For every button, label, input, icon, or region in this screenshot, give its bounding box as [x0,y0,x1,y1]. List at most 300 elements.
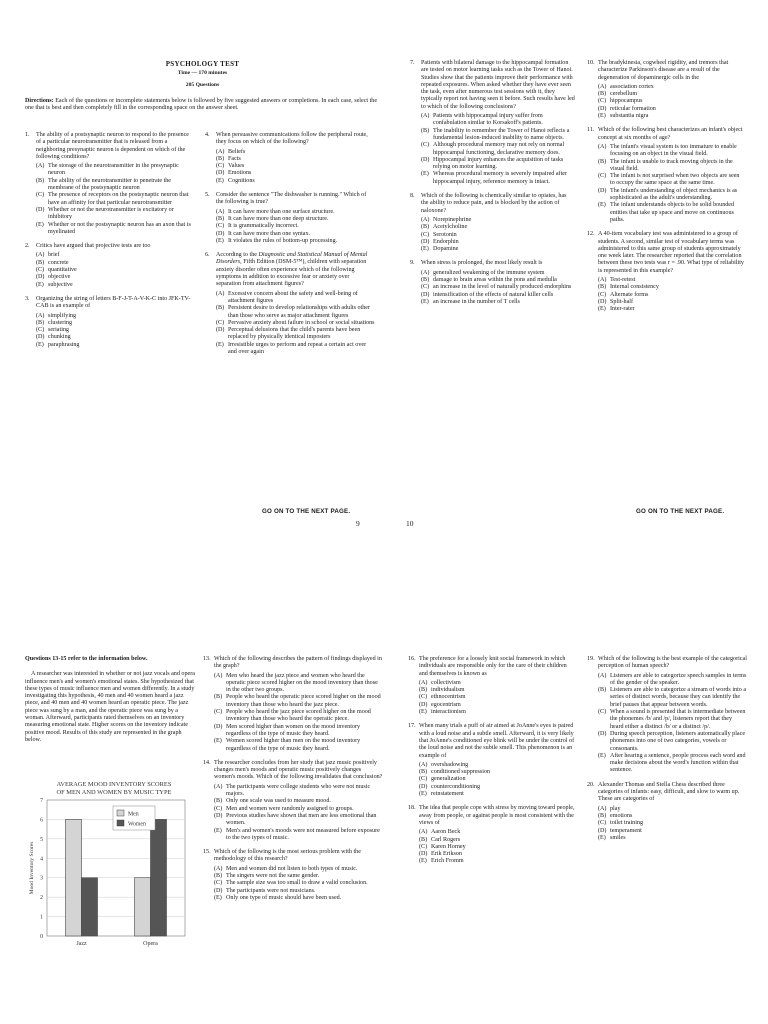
question-header [410,193,575,215]
question-stem: Organizing the string of letters B-F-J-T-A-V-K-C into JFK-TV-CAB is an example of [36,295,191,310]
answer-letter: (C) [598,173,607,180]
answer-options [214,673,383,753]
answer-letter: (B) [419,687,428,694]
question-stem [216,252,375,288]
question-header [25,132,193,161]
answer-letter: (B) [216,305,225,312]
answer-text: smiles [610,834,626,841]
answer-options [36,313,193,349]
answer-option [421,217,575,224]
column-8 [587,656,747,849]
answer-letter: (C) [598,709,607,716]
question-header [203,760,383,782]
answer-option [598,306,745,313]
answer-text: emotions [610,812,633,819]
legend-label-men: Men [128,811,139,818]
answer-text: Men's and women's moods were not measured before exposure to the two types of music. [226,827,380,841]
question-stem: Which of the following is the best example of the categorical perception of human speech? [598,656,747,670]
question-number: 10. [587,60,595,66]
question-header [587,782,747,804]
question-header [205,192,375,207]
answer-option [419,829,576,836]
answer-text: The participants were not musicians. [226,887,316,894]
answer-letter: (B) [214,798,223,805]
answer-option [598,709,747,731]
answer-letter: (D) [36,206,45,213]
directions-text: Each of the questions or incomplete statements below is followed by five suggested answers or completions. In each case, select the one that is best and then completely fill in the corresponding space on the answer sheet. [25,98,378,112]
answer-option [36,313,193,320]
answer-text: Men and women did not listen to both types of music. [226,865,358,872]
answer-text: Persistent desire to develop relationships with adults other than those who serve as major attachment figures [228,305,370,319]
answer-letter: (B) [36,259,45,266]
answer-option [421,128,575,143]
question-stem: The bradykinesia, cogwheel rigidity, and tremors that characterize Parkinson's disease are a result of the degeneration of dopaminergic cells in the [598,60,729,81]
test-time: Time — 170 minutes [177,70,228,76]
answer-option [419,694,576,701]
answer-text: Women scored higher than men on the mood inventory regardless of the type of music they heard. [226,738,361,752]
question-header [205,132,375,147]
answer-text: Emotions [228,170,252,177]
question-18 [408,805,576,865]
answer-text: Patients with hippocampal injury suffer from confabulation similar to Korsakoff's patients. [433,113,543,127]
answer-letter: (B) [598,91,607,98]
question-stem: Alexander Thomas and Stella Chess described three categories of infants: easy, difficult, and slow to warm up. These are categories of [598,781,740,803]
answer-option [214,709,383,724]
answer-option [598,284,745,291]
answer-text: Alternate forms [610,291,649,298]
answer-text: Dopamine [433,246,459,253]
answer-text: Irresistible urges to perform and repeat a certain act over and over again [228,341,367,356]
y-tick-label: 6 [40,817,43,824]
answer-option [598,813,747,820]
answer-option [216,149,375,156]
question-14 [203,760,383,842]
answer-text: association cortex [610,83,654,90]
answer-option [214,895,383,902]
answer-text: People who heard the jazz piece scored higher on the mood inventory than those who heard the operatic piece. [226,709,371,723]
answer-text: Whether or not the neurotransmitter is excitatory or inhibitory [48,206,174,221]
answer-options [216,291,375,357]
answer-option [216,209,375,216]
answer-option [36,252,193,259]
answer-option [421,171,575,186]
answer-option [419,776,576,783]
answer-option [214,888,383,895]
answer-letter: (C) [419,776,428,783]
bar-opera-men [135,878,151,936]
answer-letter: (A) [36,252,45,259]
question-4 [205,132,375,185]
answer-letter: (A) [36,163,45,170]
answer-option [214,784,383,799]
question-number: 18. [408,805,416,812]
answer-text: individualism [431,687,465,694]
answer-option [216,327,375,342]
answer-letter: (E) [421,246,429,253]
question-set-intro [25,656,197,744]
go-on-right: GO ON TO THE NEXT PAGE. [636,508,725,515]
answer-text: The infant is unable to track moving objects in the visual field. [610,158,733,172]
answer-text: People who heard the operatic piece scored higher on the mood inventory than those who heard the jazz piece. [226,694,381,708]
y-tick-label: 5 [40,836,43,843]
answer-option [419,702,576,709]
answer-letter: (B) [216,215,225,222]
question-stem: Which of the following is chemically similar to opiates, has the ability to reduce pain, and is blocked by the action of naloxone? [421,193,567,214]
question-number: 11. [587,127,595,134]
legend-swatch-women [117,820,124,826]
answer-option [36,192,193,207]
answer-text: Perceptual delusions that the child's parents have been replaced by physically identical imposters [228,327,361,341]
answer-letter: (A) [214,783,223,790]
answer-letter: (B) [421,127,430,134]
column-4 [587,60,745,321]
answer-letter: (D) [598,730,607,737]
answer-options [598,277,745,313]
answer-option [598,753,747,775]
answer-letter: (D) [214,812,223,819]
question-13 [203,656,383,753]
answer-options [216,209,375,245]
directions [25,98,380,113]
answer-option [419,709,576,716]
answer-text: Carl Rogers [431,836,461,843]
question-15 [203,849,383,902]
question-3 [25,296,193,349]
answer-option [419,858,576,865]
answer-option [36,320,193,327]
answer-letter: (C) [36,192,45,199]
answer-option [421,232,575,239]
question-number: 6. [205,252,210,259]
answer-letter: (E) [216,341,224,348]
question-number: 1. [25,132,30,138]
answer-option [214,866,383,873]
answer-text: simplifying [48,312,77,319]
question-stem: Consider the sentence "The dishwasher is running." Which of the following is true? [216,192,367,206]
answer-option [216,223,375,230]
answer-text: It is grammatically incorrect. [228,223,299,230]
answer-options [214,784,383,842]
question-9 [410,260,575,306]
answer-option [419,680,576,687]
question-header [410,60,575,111]
answer-text: The infant understands objects to be solid bounded entities that take up space and move on continuous paths. [610,202,735,223]
answer-letter: (A) [598,277,607,284]
answer-option [421,113,575,128]
question-count: 205 Questions [185,82,220,88]
answer-text: Men who heard the jazz piece and women who heard the operatic piece scored higher on the mood inventory than those in the other two groups. [226,672,378,694]
answer-options [598,144,745,224]
y-tick-label: 7 [40,798,43,804]
answer-text: collectivism [431,679,461,686]
answer-option [598,277,745,284]
go-on-left: GO ON TO THE NEXT PAGE. [262,508,351,515]
answer-option [419,844,576,851]
answer-text: The infant's visual system is too immature to enable focusing on an object in the visual field. [610,143,737,158]
answer-letter: (A) [36,312,45,319]
answer-letter: (C) [421,231,430,238]
question-number: 12. [587,231,595,238]
answer-letter: (E) [598,113,606,120]
question-number: 9. [410,260,415,267]
answer-text: Listeners are able to categorize speech samples in terms of the gender of the speaker. [610,672,747,686]
answer-letter: (E) [419,791,427,798]
answer-letter: (C) [214,709,223,716]
answer-text: play [610,805,621,812]
directions-label: Directions: [25,98,54,104]
bar-jazz-men [66,819,82,936]
answer-option [36,222,193,237]
answer-letter: (B) [598,158,607,165]
answer-letter: (E) [421,171,429,178]
answer-option [598,806,747,813]
answer-text: Hippocampal injury enhances the acquisition of tasks relying on motor learning. [433,156,564,171]
answer-options [216,149,375,185]
answer-option [216,163,375,170]
answer-letter: (A) [421,216,430,223]
question-7 [410,60,575,186]
answer-letter: (B) [421,224,430,231]
answer-option [598,292,745,299]
answer-letter: (D) [421,238,430,245]
answer-text: ethnocentrism [431,694,466,701]
answer-option [421,239,575,246]
answer-option [216,170,375,177]
answer-option [419,784,576,791]
answer-option [216,178,375,185]
y-tick-label: 2 [40,895,43,902]
answer-option [598,731,747,753]
answer-letter: (C) [214,880,223,887]
question-stem: Which of the following describes the pattern of findings displayed in the graph? [214,656,382,670]
mood-inventory-chart [25,778,195,953]
answer-text: Excessive concern about the safety and well-being of attachment figures [228,290,358,304]
answer-letter: (C) [419,843,428,850]
answer-text: Only one scale was used to measure mood. [226,798,331,805]
answer-option [598,687,747,709]
answer-option [214,873,383,880]
answer-letter: (C) [36,267,45,274]
column-1 [25,132,193,356]
answer-text: cerebellum [610,91,638,98]
question-number: 7. [410,60,415,66]
question-5 [205,192,375,245]
answer-letter: (C) [598,820,607,827]
answer-options [214,866,383,902]
question-20 [587,782,747,842]
answer-letter: (B) [214,873,223,880]
answer-option [421,270,575,277]
answer-option [36,178,193,193]
answer-letter: (A) [419,679,428,686]
answer-option [598,820,747,827]
question-stem: Critics have argued that projective tests are too [36,243,151,250]
answer-options [419,762,576,798]
answer-option [419,769,576,776]
question-header [587,231,745,275]
answer-option [598,188,745,203]
column-7 [408,656,576,873]
answer-option [421,224,575,231]
answer-option [214,738,383,753]
answer-option [36,327,193,334]
answer-text: Norepinephrine [433,216,472,223]
answer-text: The sample size was too small to draw a valid conclusion. [226,880,368,887]
answer-text: Erik Erikson [431,851,462,858]
answer-option [214,828,383,843]
answer-letter: (A) [598,83,607,90]
answer-letter: (E) [598,834,606,841]
answer-text: Erich Fromm [431,858,464,865]
question-header [587,60,745,82]
answer-text: generalization [431,776,466,783]
answer-letter: (A) [598,672,607,679]
column-6 [203,656,383,909]
answer-text: When a sound is presented that is intermediate between the phonemes /b/ and /p/, listeners report that they heard either a distinct /b/ or a distinct /p/. [610,709,746,730]
answer-option [598,91,745,98]
answer-option [214,880,383,887]
answer-text: reinstatement [431,791,464,798]
question-header [587,656,747,671]
answer-options [419,680,576,716]
question-header [408,723,576,759]
question-stem: When persuasive communications follow the peripheral route, they focus on which of the following? [216,132,368,146]
answer-letter: (C) [216,223,225,230]
answer-option [36,274,193,281]
x-tick-label: Opera [143,941,158,947]
answer-text: It violates the rules of bottom-up processing. [228,237,338,244]
answer-option [216,156,375,163]
answer-letter: (D) [216,230,225,237]
column-2 [205,132,375,363]
answer-letter: (E) [419,858,427,865]
question-header [587,127,745,142]
answer-option [36,282,193,289]
manual-title: Diagnostic and Statistical Manual of Mental Disorders, [216,252,368,266]
answer-option [419,687,576,694]
question-stem: Which of the following best characterizes an infant's object concept at six months of age? [598,127,743,141]
answer-text: paraphrasing [48,341,80,348]
answer-text: subjective [48,281,73,288]
question-number: 5. [205,192,210,199]
question-16 [408,656,576,716]
question-number: 15. [203,849,211,856]
answer-letter: (E) [419,709,427,716]
answer-text: During speech perception, listeners automatically place phonemes into one of two categories, vowels or consonants. [610,730,746,752]
answer-text: Serotonin [433,231,457,238]
answer-letter: (C) [216,163,225,170]
answer-letter: (D) [419,783,428,790]
answer-letter: (D) [598,298,607,305]
answer-letter: (D) [598,187,607,194]
answer-option [421,246,575,253]
answer-letter: (D) [421,156,430,163]
answer-letter: (C) [216,319,225,326]
question-set-heading: Questions 13-15 refer to the information below. [25,656,148,662]
answer-letter: (D) [214,887,223,894]
answer-text: The infant is not surprised when two objects are seen to occupy the same space at the same time. [610,173,740,187]
question-17 [408,723,576,798]
answer-option [36,334,193,341]
answer-text: Men scored higher than women on the mood inventory regardless of the type of music they heard. [226,723,361,737]
answer-text: Endorphin [433,238,459,245]
answer-text: Whereas procedural memory is severely impaired after hippocampal injury, reference memory is intact. [433,171,568,185]
answer-text: The infant's understanding of object mechanics is as sophisticated as the adult's understanding. [610,187,738,202]
answer-letter: (B) [36,319,45,326]
chart-title-line-1: AVERAGE MOOD INVENTORY SCORES [56,781,172,788]
answer-option [419,837,576,844]
answer-letter: (C) [598,291,607,298]
answer-letter: (B) [216,155,225,162]
answer-text: Internal consistency [610,284,659,291]
answer-text: It can have more than one syntax. [228,230,311,237]
question-stem: The ability of a postsynaptic neuron to respond to the presence of a particular neurotransmitter that is released from a neighboring presynaptic neuron is dependent on which of the following conditions? [36,132,189,160]
y-tick-label: 1 [40,914,43,921]
question-header [408,805,576,827]
page-number-left: 9 [356,519,360,528]
question-10 [587,60,745,120]
question-number: 19. [587,656,595,662]
answer-letter: (E) [214,738,222,745]
answer-option [36,207,193,222]
answer-options [421,217,575,253]
legend-label-women: Women [128,821,146,828]
answer-text: The presence of receptors on the postsynaptic neuron that have an affinity for that particular neurotransmitter [48,192,189,206]
answer-option [598,173,745,188]
answer-letter: (C) [36,327,45,334]
x-tick-label: Jazz [76,941,87,947]
answer-text: The singers were not the same gender. [226,873,320,880]
test-title: PSYCHOLOGY TEST [165,60,240,68]
answer-option [214,694,383,709]
answer-letter: (E) [36,341,44,348]
answer-text: It can have more than one surface structure. [228,208,335,215]
answer-text: clustering [48,319,73,326]
answer-letter: (A) [421,113,430,120]
question-19 [587,656,747,775]
answer-option [216,231,375,238]
answer-letter: (B) [419,769,428,776]
answer-option [421,157,575,172]
question-header [25,296,193,311]
answer-letter: (C) [214,805,223,812]
answer-letter: (B) [214,694,223,701]
answer-letter: (A) [214,865,223,872]
answer-text: conditioned suppression [431,769,491,776]
answer-letter: (E) [598,752,606,759]
answer-letter: (A) [214,672,223,679]
answer-text: seriating [48,327,69,334]
answer-option [216,291,375,306]
answer-letter: (D) [36,274,45,281]
answer-letter: (C) [421,142,430,149]
answer-text: Split-half [610,298,634,305]
answer-letter: (D) [216,327,225,334]
answer-text: Test-retest [610,277,636,284]
column-5 [25,656,197,744]
answer-text: toilet training [610,820,644,827]
answer-option [598,202,745,224]
answer-options [598,84,745,120]
answer-text: substantia nigra [610,113,649,120]
answer-options [598,806,747,842]
answer-text: reticular formation [610,105,656,112]
question-header [205,252,375,288]
question-stem-part: Fifth Edition (DSM-5™), children with separation anxiety disorder often experience which of the following symptoms in addition to excessive fear or anxiety over separation from attachment figures? [216,259,367,288]
answer-text: Listeners are able to categorize a stream of words into a series of distinct words, because they can identify the brief pauses that appear between words. [610,687,747,708]
y-tick-label: 0 [40,934,43,940]
answer-text: After hearing a sentence, people process each word and make decisions about the word's function within that sentence. [610,752,746,774]
